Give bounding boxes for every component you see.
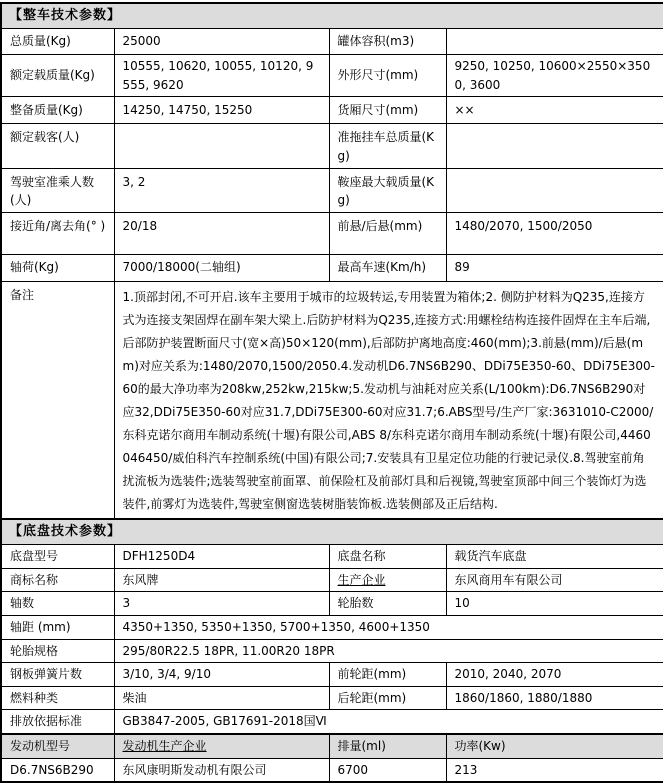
row-value-approach-departure-angle: 20/18	[114, 212, 329, 254]
row-value-tire-count: 10	[446, 592, 663, 616]
remark-row	[1, 281, 663, 519]
row-value-rated-load: 10555, 10620, 10055, 10120, 9555, 9620	[114, 55, 329, 97]
table-row	[1, 663, 663, 687]
row-label-saddle-load: 鞍座最大载质量(Kg)	[329, 168, 446, 212]
row-value-front-rear-overhang: 1480/2070, 1500/2050	[446, 212, 663, 254]
row-label-emission-standard: 排放依据标准	[1, 710, 114, 734]
row-value-cargo-box-size: ××	[446, 97, 663, 124]
row-value-rated-passengers	[114, 124, 329, 168]
table-row	[1, 124, 663, 168]
row-label-curb-weight: 整备质量(Kg)	[1, 97, 114, 124]
row-label-front-track: 前轮距(mm)	[329, 663, 446, 687]
row-label-cargo-box-size: 货厢尺寸(mm)	[329, 97, 446, 124]
row-label-axle-load: 轴荷(Kg)	[1, 254, 114, 281]
engine-model: D6.7NS6B290	[1, 758, 114, 782]
row-label-tire-spec: 轮胎规格	[1, 639, 114, 663]
row-value-rear-track: 1860/1860, 1880/1880	[446, 686, 663, 710]
vehicle-spec-table	[0, 2, 663, 783]
vehicle-section-header-row	[1, 3, 663, 29]
table-row	[1, 168, 663, 212]
engine-header-displacement: 排量(ml)	[329, 734, 446, 758]
row-label-manufacturer: 生产企业	[329, 568, 446, 592]
row-label-rear-track: 后轮距(mm)	[329, 686, 446, 710]
row-value-max-speed: 89	[446, 254, 663, 281]
row-label-tire-count: 轮胎数	[329, 592, 446, 616]
row-label-rated-passengers: 额定载客(人)	[1, 124, 114, 168]
row-value-dimensions: 9250, 10250, 10600×2550×3500, 3600	[446, 55, 663, 97]
table-row	[1, 55, 663, 97]
row-value-axle-load: 7000/18000(二轴组)	[114, 254, 329, 281]
engine-manufacturer: 东风康明斯发动机有限公司	[114, 758, 329, 782]
row-label-axle-count: 轴数	[1, 592, 114, 616]
engine-table-row	[1, 758, 663, 782]
table-row	[1, 616, 663, 640]
table-row	[1, 254, 663, 281]
row-value-tank-volume	[446, 29, 663, 55]
row-value-chassis-name: 载货汽车底盘	[446, 544, 663, 568]
row-label-chassis-model: 底盘型号	[1, 544, 114, 568]
table-row	[1, 97, 663, 124]
table-row	[1, 544, 663, 568]
engine-header-manufacturer: 发动机生产企业	[114, 734, 329, 758]
row-value-front-track: 2010, 2040, 2070	[446, 663, 663, 687]
row-value-manufacturer: 东风商用车有限公司	[446, 568, 663, 592]
row-label-front-rear-overhang: 前悬/后悬(mm)	[329, 212, 446, 254]
table-row	[1, 686, 663, 710]
engine-displacement: 6700	[329, 758, 446, 782]
row-value-leaf-spring-count: 3/10, 3/4, 9/10	[114, 663, 329, 687]
row-label-max-speed: 最高车速(Km/h)	[329, 254, 446, 281]
row-value-emission-standard: GB3847-2005, GB17691-2018国Ⅵ	[114, 710, 663, 734]
remark-label: 备注	[1, 281, 114, 519]
row-value-chassis-model: DFH1250D4	[114, 544, 329, 568]
engine-header-model: 发动机型号	[1, 734, 114, 758]
vehicle-section-title: 【整车技术参数】	[1, 3, 663, 29]
engine-table-header-row	[1, 734, 663, 758]
remark-text: 1.顶部封闭,不可开启.该车主要用于城市的垃圾转运,专用装置为箱体;2. 侧防护材料为Q235,连接方式为连接支架固焊在副车架大梁上.后防护材料为Q235,连接方式:用螺栓结构连接件固焊在主车后端,后部防护装置断面尺寸(宽×高)50×120(mm),后部防护离地高度:460(mm);3.前悬(mm)/后悬(mm)对应关系为:1480/2070,1500/2050.4.发动机D6.7NS6B290、DDi75E350-60、DDi75E300-60的最大净功率为208kw,252kw,215kw;5.发动机与油耗对应关系(L/100km):D6.7NS6B290对应32,DDi75E350-60对应31.7,DDi75E300-60对应31.7;6.ABS型号/生产厂家:3631010-C2000/东科克诺尔商用车制动系统(十堰)有限公司,ABS 8/东科克诺尔商用车制动系统(十堰)有限公司,4460046450/威伯科汽车控制系统(中国)有限公司;7.安装具有卫星定位功能的行驶记录仪.8.驾驶室前角扰流板为选装件;选装驾驶室前面罩、前保险杠及前部灯具和后视镜,驾驶室顶部中间三个装饰灯为选装件,前雾灯为选装件,驾驶室侧窗选装树脂装饰板.选装侧部及正后结构.	[114, 281, 663, 519]
row-label-leaf-spring-count: 钢板弹簧片数	[1, 663, 114, 687]
row-value-tire-spec: 295/80R22.5 18PR, 11.00R20 18PR	[114, 639, 663, 663]
row-value-gross-mass: 25000	[114, 29, 329, 55]
row-label-wheelbase: 轴距 (mm)	[1, 616, 114, 640]
row-value-fuel-type: 柴油	[114, 686, 329, 710]
row-label-fuel-type: 燃料种类	[1, 686, 114, 710]
row-label-tank-volume: 罐体容积(m3)	[329, 29, 446, 55]
chassis-section-header-row	[1, 519, 663, 545]
table-row	[1, 29, 663, 55]
engine-power: 213	[446, 758, 663, 782]
row-label-cab-seating: 驾驶室准乘人数(人)	[1, 168, 114, 212]
row-label-gross-mass: 总质量(Kg)	[1, 29, 114, 55]
row-label-trailer-gross-mass: 准拖挂车总质量(Kg)	[329, 124, 446, 168]
table-row	[1, 568, 663, 592]
engine-header-power: 功率(Kw)	[446, 734, 663, 758]
row-label-approach-departure-angle: 接近角/离去角(° )	[1, 212, 114, 254]
row-label-rated-load: 额定载质量(Kg)	[1, 55, 114, 97]
table-row	[1, 710, 663, 734]
table-row	[1, 639, 663, 663]
row-value-saddle-load	[446, 168, 663, 212]
chassis-section-title: 【底盘技术参数】	[1, 519, 663, 545]
table-row	[1, 592, 663, 616]
row-value-curb-weight: 14250, 14750, 15250	[114, 97, 329, 124]
row-label-brand-name: 商标名称	[1, 568, 114, 592]
row-value-wheelbase: 4350+1350, 5350+1350, 5700+1350, 4600+1350	[114, 616, 663, 640]
row-value-axle-count: 3	[114, 592, 329, 616]
row-value-cab-seating: 3, 2	[114, 168, 329, 212]
row-label-dimensions: 外形尺寸(mm)	[329, 55, 446, 97]
row-value-brand-name: 东风牌	[114, 568, 329, 592]
table-row	[1, 212, 663, 254]
row-value-trailer-gross-mass	[446, 124, 663, 168]
row-label-chassis-name: 底盘名称	[329, 544, 446, 568]
